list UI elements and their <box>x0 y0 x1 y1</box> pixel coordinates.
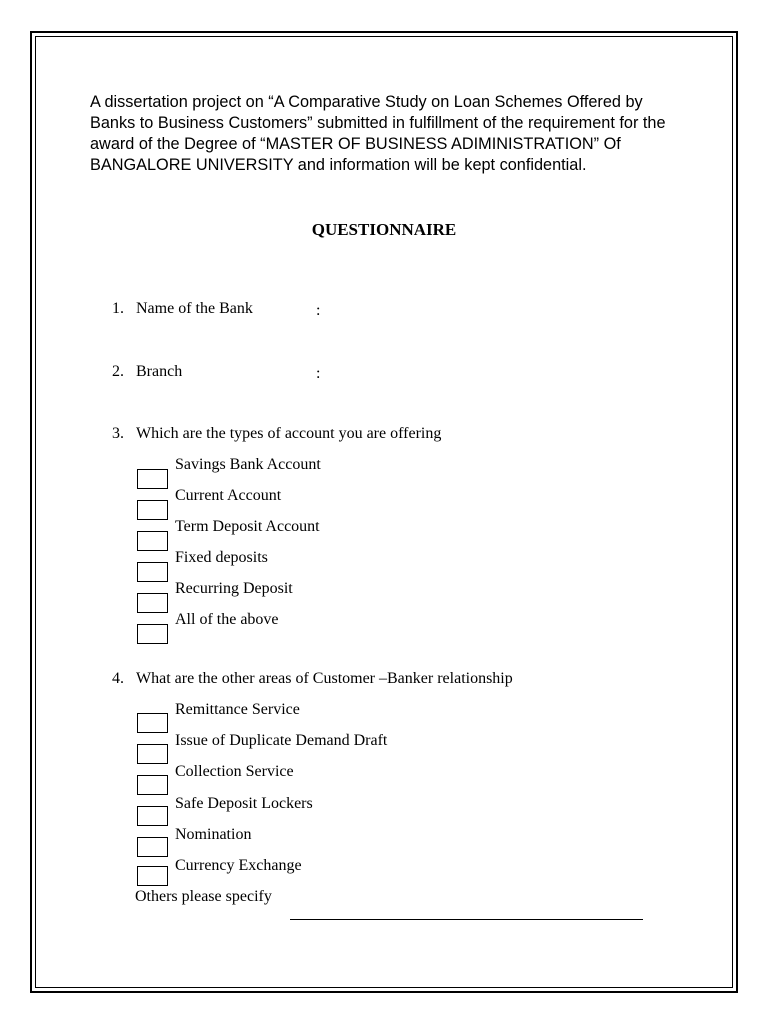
question-text: Name of the Bank <box>136 300 253 317</box>
checkbox-current-account[interactable] <box>137 500 168 520</box>
checkbox-remittance-service[interactable] <box>137 713 168 733</box>
checkbox-issue-of-duplicate-demand-draft[interactable] <box>137 744 168 764</box>
checkbox-safe-deposit-lockers[interactable] <box>137 806 168 826</box>
question-1-colon: : <box>316 302 321 319</box>
option-label: Fixed deposits <box>175 549 268 566</box>
question-3 <box>112 425 441 443</box>
question-2-colon: : <box>316 365 321 382</box>
option-label: Nomination <box>175 826 252 843</box>
option-label: Term Deposit Account <box>175 518 320 535</box>
question-text: Which are the types of account you are offering <box>136 425 442 442</box>
questionnaire-heading: QUESTIONNAIRE <box>311 220 457 239</box>
option-label: Recurring Deposit <box>175 580 293 597</box>
checkbox-currency-exchange[interactable] <box>137 866 168 886</box>
option-label: Current Account <box>175 487 282 504</box>
option-label: Collection Service <box>175 763 294 780</box>
question-4 <box>112 670 513 688</box>
others-specify-line-continued[interactable] <box>524 919 643 920</box>
question-number: 3. <box>112 425 124 442</box>
checkbox-nomination[interactable] <box>137 837 168 857</box>
option-label: Remittance Service <box>175 701 300 718</box>
option-label: Issue of Duplicate Demand Draft <box>175 732 388 749</box>
option-label: Currency Exchange <box>175 857 302 874</box>
question-text: Branch <box>136 363 183 380</box>
checkbox-fixed-deposits[interactable] <box>137 562 168 582</box>
option-label: Savings Bank Account <box>175 456 321 473</box>
question-number: 2. <box>112 363 124 380</box>
intro-paragraph: A dissertation project on “A Comparative Study on Loan Schemes Offered by Banks to Business Customers” submitted in fulfillment of the requirement for the award of the Degree of “MASTER OF BUSINESS ADIMINISTRATION” Of BANGALORE UNIVERSITY and information will be kept confidential. <box>90 93 666 174</box>
others-specify-line[interactable] <box>290 919 524 920</box>
question-text: What are the other areas of Customer –Banker relationship <box>136 670 513 687</box>
checkbox-collection-service[interactable] <box>137 775 168 795</box>
checkbox-all-of-the-above[interactable] <box>137 624 168 644</box>
option-label: All of the above <box>175 611 279 628</box>
checkbox-term-deposit-account[interactable] <box>137 531 168 551</box>
question-1 <box>112 300 253 318</box>
question-number: 1. <box>112 300 124 317</box>
option-label: Safe Deposit Lockers <box>175 795 313 812</box>
others-specify-label: Others please specify <box>135 888 272 905</box>
checkbox-recurring-deposit[interactable] <box>137 593 168 613</box>
checkbox-savings-bank-account[interactable] <box>137 469 168 489</box>
question-number: 4. <box>112 670 124 687</box>
question-2 <box>112 363 182 381</box>
